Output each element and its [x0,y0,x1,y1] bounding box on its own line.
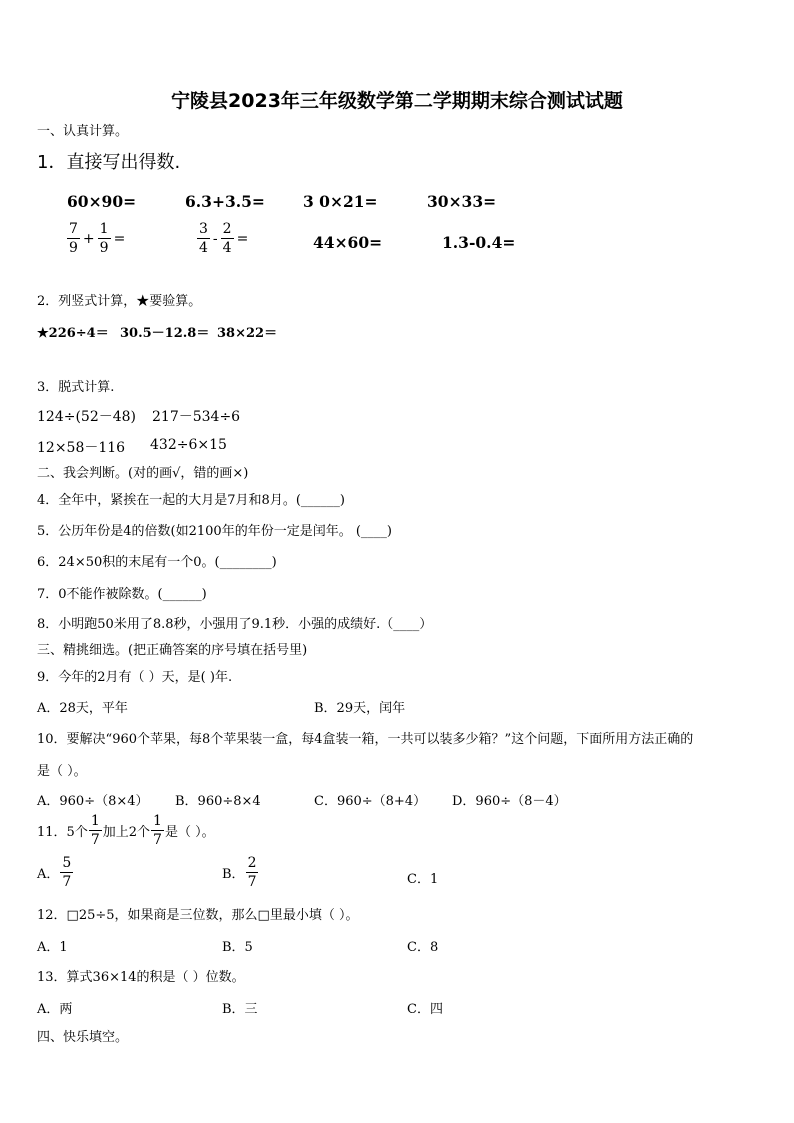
q3-item: 124÷(52－48) [37,409,137,425]
q2-label: 2．列竖式计算，★要验算。 [37,294,202,309]
fraction [197,222,210,255]
q1-item: 1.3-0.4= [442,233,516,252]
q11-option-a [37,856,74,889]
denominator: 9 [99,240,109,256]
page-title: 宁陵县2023年三年级数学第二学期期末综合测试试题 [171,90,623,112]
q3-item: 432÷6×15 [150,437,227,453]
operator: - [212,230,218,247]
fraction [67,222,80,255]
q11-text: 11．5个 [37,825,88,840]
q9-stem: 9．今年的2月有（ ）天，是( )年. [37,670,233,685]
q10-stem: 10．要解决“960个苹果，每8个苹果装一盒，每4盒装一箱，一共可以装多少箱？”这个问题，下面所用方法正确的 [37,732,694,747]
denominator: 4 [222,240,232,256]
denominator: 9 [69,240,78,256]
numerator: 3 [199,221,208,237]
judge-item: 4．全年中，紧挨在一起的大月是7月和8月。(______) [37,493,345,508]
judge-item: 8．小明跑50米用了8.8秒，小强用了9.1秒．小强的成绩好.（____） [37,617,433,632]
numerator: 1 [99,221,109,237]
numerator: 2 [247,855,257,871]
q1-item: 3 0×21= [303,192,378,211]
option-label: B． [222,867,245,882]
equals: = [236,230,249,247]
q10-option: D．960÷（8－4） [452,794,567,809]
denominator: 7 [62,874,72,890]
fraction [89,814,102,847]
q1-fraction-expression [66,222,127,255]
numerator: 1 [90,813,100,829]
judge-item: 6．24×50积的末尾有一个0。(________) [37,555,277,570]
operator: + [82,230,95,247]
denominator: 7 [153,832,162,848]
denominator: 7 [90,832,100,848]
q9-option: A．28天，平年 [37,701,128,716]
numerator: 5 [62,855,72,871]
q11-stem [37,814,215,847]
q3-item: 12×58－116 [37,440,126,456]
q10-stem-cont: 是（ ）。 [37,764,87,779]
q10-option: A．960÷（8×4） [37,794,149,809]
q13-stem: 13．算式36×14的积是（ ）位数。 [37,970,245,985]
q13-option: C．四 [407,1002,443,1017]
q10-option: C．960÷（8+4） [314,794,427,809]
q13-option: A．两 [37,1002,73,1017]
q2-item: 38×22＝ [217,326,278,341]
section-2-heading: 二、我会判断。(对的画√，错的画×) [37,466,249,481]
q3-item: 217－534÷6 [152,409,241,425]
q12-stem: 12．□25÷5，如果商是三位数，那么□里最小填（ ）。 [37,908,359,923]
judge-item: 5．公历年份是4的倍数(如2100年的年份一定是闰年。 (____) [37,524,392,539]
section-4-heading: 四、快乐填空。 [37,1030,129,1045]
q12-option: C．8 [407,940,439,955]
denominator: 4 [199,240,208,256]
numerator: 1 [153,813,162,829]
q3-label: 3．脱式计算. [37,380,115,395]
numerator: 7 [69,221,78,237]
judge-item: 7．0不能作被除数。(______) [37,587,207,602]
numerator: 2 [222,221,232,237]
q1-label: 1．直接写出得数. [37,152,181,173]
q1-item: 6.3+3.5= [185,192,265,211]
q12-option: A．1 [37,940,68,955]
q11-option-c: C．1 [407,872,439,887]
fraction [246,856,259,889]
fraction [98,222,111,255]
q2-item: ★226÷4＝ [37,326,109,341]
q1-item: 30×33= [427,192,497,211]
section-1-heading: 一、认真计算。 [37,124,129,139]
option-label: A． [37,867,60,882]
q9-option: B．29天，闰年 [314,701,406,716]
q11-text: 是（ ）。 [164,825,215,840]
q1-item: 60×90= [67,192,137,211]
q12-option: B．5 [222,940,253,955]
q2-item: 30.5－12.8＝ [120,326,210,341]
q10-option: B．960÷8×4 [175,794,261,809]
section-3-heading: 三、精挑细选。(把正确答案的序号填在括号里) [37,643,308,658]
equals: = [113,230,126,247]
fraction [151,814,164,847]
q1-fraction-expression [196,222,250,255]
denominator: 7 [247,874,257,890]
q13-option: B．三 [222,1002,258,1017]
q11-option-b [222,856,259,889]
fraction [221,222,234,255]
fraction [60,856,73,889]
q1-item: 44×60= [313,233,383,252]
q11-text: 加上2个 [102,825,151,840]
